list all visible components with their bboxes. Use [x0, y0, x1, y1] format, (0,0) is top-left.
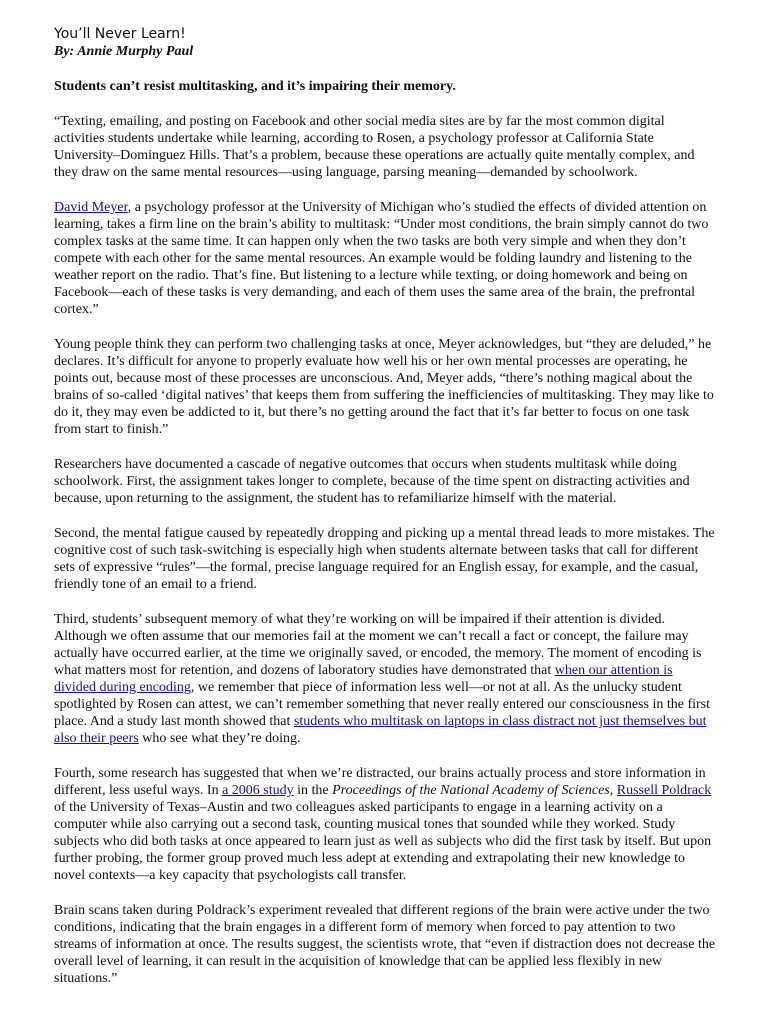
paragraph-7-text-4: of the University of Texas–Austin and two colleagues asked participants to engage in a learning activity on a computer while also carrying out a second task, counting musical tones that sounded while they worked. Study subjects who did both tasks at once appeared to learn just as well as subjects who did the first task by itself. But upon further probing, the former group proved much less adept at extending and extrapolating their new knowledge to novel contexts—a key capacity that psychologists call transfer.: [54, 800, 712, 883]
paragraph-7-text-3: ,: [609, 783, 617, 798]
link-2006-study[interactable]: a 2006 study: [222, 783, 294, 798]
article-byline: By: Annie Murphy Paul: [54, 44, 194, 59]
paragraph-1: “Texting, emailing, and posting on Facebook and other social media sites are by far the most common digital activities students undertake while learning, according to Rosen, a psychology professor at California State University–Dominguez Hills. That’s a problem, because these operations are actually quite mentally complex, and they draw on the same mental resources—using language, parsing meaning—demanded by schoolwork.: [54, 114, 695, 180]
link-divided-attention-encoding[interactable]: when our attention is divided during encoding: [54, 663, 673, 695]
paragraph-7-text-1: Fourth, some research has suggested that when we’re distracted, our brains actually process and store information in different, less useful ways. In: [54, 766, 706, 798]
paragraph-2-text: , a psychology professor at the University of Michigan who’s studied the effects of divided attention on learning, takes a firm line on the brain’s ability to multitask: “Under most conditions, the brain simply cannot do two complex tasks at the same time. It can happen only when the two tasks are both very simple and when they don’t compete with each other for the same mental resources. An example would be folding laundry and listening to the weather report on the radio. That’s fine. But listening to a lecture while texting, or doing homework and being on Facebook—each of these tasks is very demanding, and each of them uses the same area of the brain, the prefrontal cortex.”: [54, 200, 709, 317]
article-title: You’ll Never Learn!: [54, 26, 186, 42]
paragraph-7: [54, 765, 716, 884]
document-page: [54, 26, 716, 1005]
paragraph-6-text-1: Third, students’ subsequent memory of what they’re working on will be impaired if their attention is divided. Although we often assume that our memories fail at the moment we can’t recall a fact or concept, the failure may actually have occurred earlier, at the time we originally saved, or encoded, the memory. The moment of encoding is what matters most for retention, and dozens of laboratory studies have demonstrated that: [54, 612, 702, 678]
article-subhead: Students can’t resist multitasking, and it’s impairing their memory.: [54, 79, 456, 94]
journal-name: Proceedings of the National Academy of Sciences: [332, 783, 610, 798]
paragraph-2: [54, 199, 716, 318]
paragraph-6-text-2: , we remember that piece of information less well—or not at all. As the unlucky student spotlighted by Rosen can attest, we can’t remember something that never really entered our consciousness in the first place. And a study last month showed that: [54, 680, 710, 729]
paragraph-6: [54, 611, 716, 747]
paragraph-5: Second, the mental fatigue caused by repeatedly dropping and picking up a mental thread leads to more mistakes. The cognitive cost of such task-switching is especially high when students alternate between tasks that call for different sets of expressive “rules”—the formal, precise language required for an English essay, for example, and the casual, friendly tone of an email to a friend.: [54, 526, 715, 592]
link-david-meyer[interactable]: David Meyer: [54, 200, 128, 215]
paragraph-3: Young people think they can perform two challenging tasks at once, Meyer acknowledges, but “they are deluded,” he declares. It’s difficult for anyone to properly evaluate how well his or her own mental processes are operating, he points out, because most of these processes are unconscious. And, Meyer adds, “there’s nothing magical about the brains of so-called ‘digital natives’ that keeps them from suffering the inefficiencies of multitasking. They may like to do it, they may even be addicted to it, but there’s no getting around the fact that it’s far better to focus on one task from start to finish.”: [54, 337, 714, 437]
paragraph-8: Brain scans taken during Poldrack’s experiment revealed that different regions of the brain were active under the two conditions, indicating that the brain engages in a different form of memory when forced to pay attention to two streams of information at once. The results suggest, the scientists wrote, that “even if distraction does not decrease the overall level of learning, it can result in the acquisition of knowledge that can be applied less flexibly in new situations.”: [54, 903, 716, 986]
link-russell-poldrack[interactable]: Russell Poldrack: [616, 783, 712, 798]
paragraph-6-text-3: who see what they’re doing.: [138, 731, 301, 746]
paragraph-7-text-2: in the: [293, 783, 333, 798]
paragraph-4: Researchers have documented a cascade of negative outcomes that occurs when students multitask while doing schoolwork. First, the assignment takes longer to complete, because of the time spent on distracting activities and because, upon returning to the assignment, the student has to refamiliarize himself with the material.: [54, 457, 690, 506]
link-laptop-multitask-study[interactable]: students who multitask on laptops in class distract not just themselves but also their peers: [54, 714, 707, 746]
